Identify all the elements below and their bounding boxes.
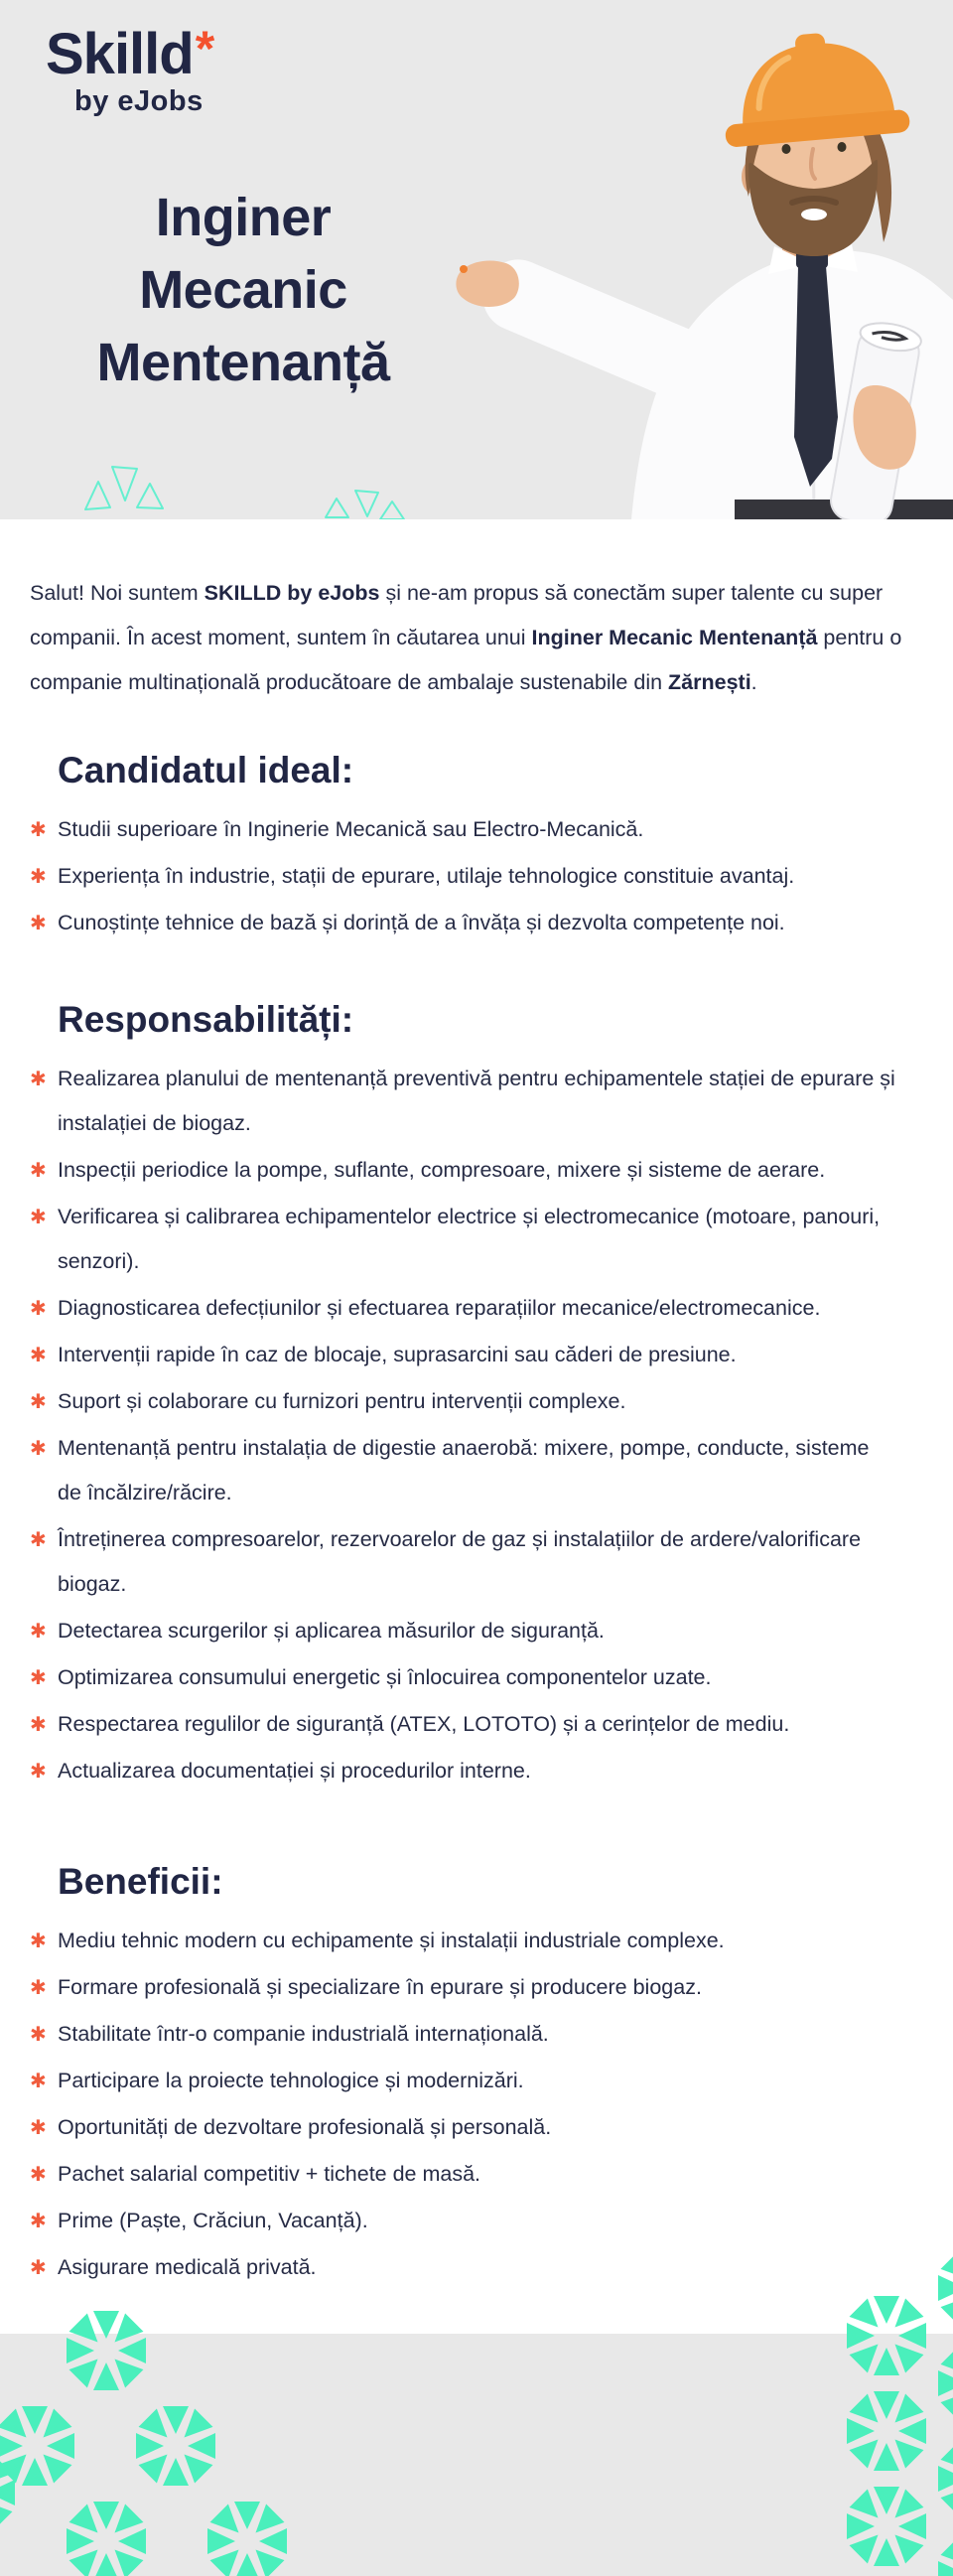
list-item-text: Stabilitate într-o companie industrială internațională. (58, 2022, 549, 2046)
list-item-text: Inspecții periodice la pompe, suflante, compresoare, mixere și sisteme de aerare. (58, 1158, 826, 1182)
list-item-text: Respectarea regulilor de siguranță (ATEX, LOTOTO) și a cerințelor de mediu. (58, 1712, 790, 1736)
list-item-text: Actualizarea documentației și procedurilor interne. (58, 1759, 531, 1783)
list-item (0, 1609, 953, 1653)
asterisk-bullet-icon: ✱ (30, 2117, 47, 2139)
list-item (0, 2199, 953, 2243)
asterisk-bullet-icon: ✱ (30, 1438, 47, 1460)
job-title-line-2: Mecanic (139, 260, 347, 320)
logo-brand-text: Skilld (46, 22, 194, 86)
asterisk-bullet-icon: ✱ (30, 1621, 47, 1643)
list-item (0, 854, 953, 899)
list-item-text: Prime (Paște, Crăciun, Vacanță). (58, 2209, 368, 2232)
list-item (0, 1655, 953, 1700)
intro-bold-text: Inginer Mecanic Mentenanță (531, 626, 818, 649)
list-item (0, 1148, 953, 1193)
job-title-line-1: Inginer (155, 188, 332, 247)
bullet-list (0, 807, 953, 945)
list-item-text: Mentenanță pentru instalația de digestie anaerobă: mixere, pompe, conducte, sisteme de încălzire/răcire. (58, 1436, 870, 1504)
mint-triangle-pattern-right (754, 2240, 953, 2576)
list-item (0, 1919, 953, 1963)
asterisk-bullet-icon: ✱ (30, 866, 47, 888)
triangle-outline-decoration (77, 452, 415, 519)
asterisk-bullet-icon: ✱ (30, 1931, 47, 1952)
intro-paragraph (30, 571, 909, 705)
asterisk-bullet-icon: ✱ (30, 2257, 47, 2279)
bullet-list (0, 1919, 953, 2290)
skilld-logo (46, 21, 214, 118)
list-item (0, 2012, 953, 2057)
list-item-text: Mediu tehnic modern cu echipamente și instalații industriale complexe. (58, 1929, 725, 1952)
list-item (0, 1379, 953, 1424)
asterisk-bullet-icon: ✱ (30, 1714, 47, 1736)
asterisk-bullet-icon: ✱ (30, 1160, 47, 1182)
asterisk-bullet-icon: ✱ (30, 1298, 47, 1320)
list-item (0, 1057, 953, 1146)
list-item-text: Detectarea scurgerilor și aplicarea măsurilor de siguranță. (58, 1619, 605, 1643)
section-heading: Responsabilități: (58, 999, 354, 1040)
asterisk-bullet-icon: ✱ (30, 1391, 47, 1413)
list-item-text: Diagnosticarea defecțiunilor și efectuarea reparațiilor mecanice/electromecanice. (58, 1296, 821, 1320)
footer-decoration-band (0, 2334, 953, 2576)
intro-text: și ne-am propus să conectăm super talente cu super companii. În acest moment, suntem în căutarea unui (30, 581, 884, 649)
sections-container (0, 750, 953, 2290)
asterisk-bullet-icon: ✱ (30, 819, 47, 841)
list-item (0, 1195, 953, 1284)
list-item (0, 1702, 953, 1747)
list-item-text: Oportunități de dezvoltare profesională și personală. (58, 2115, 552, 2139)
list-item (0, 1426, 953, 1515)
list-item-text: Realizarea planului de mentenanță preventivă pentru echipamentele stației de epurare și instalației de biogaz. (58, 1067, 895, 1135)
asterisk-bullet-icon: ✱ (30, 913, 47, 934)
intro-text: Salut! Noi suntem (30, 581, 204, 605)
list-item-text: Formare profesională și specializare în epurare și producere biogaz. (58, 1975, 702, 1999)
section-heading: Candidatul ideal: (58, 750, 354, 790)
asterisk-bullet-icon: ✱ (30, 1207, 47, 1228)
list-item-text: Intervenții rapide în caz de blocaje, suprasarcini sau căderi de presiune. (58, 1343, 737, 1366)
list-item-text: Asigurare medicală privată. (58, 2255, 317, 2279)
hero-section (0, 0, 953, 519)
asterisk-bullet-icon: ✱ (30, 2071, 47, 2092)
asterisk-bullet-icon: ✱ (30, 1529, 47, 1551)
asterisk-bullet-icon: ✱ (30, 1069, 47, 1090)
list-item (0, 2105, 953, 2150)
section-heading: Beneficii: (58, 1861, 223, 1902)
list-item (0, 807, 953, 852)
intro-bold-text: SKILLD by eJobs (204, 581, 380, 605)
asterisk-bullet-icon: ✱ (30, 1761, 47, 1783)
list-item (0, 1749, 953, 1793)
mint-triangle-pattern-left (0, 2301, 313, 2576)
asterisk-bullet-icon: ✱ (30, 2024, 47, 2046)
job-title (35, 182, 452, 399)
list-item-text: Cunoștințe tehnice de bază și dorință de a învăța și dezvolta competențe noi. (58, 911, 785, 934)
intro-text: . (750, 670, 757, 694)
list-item (0, 1517, 953, 1607)
engineer-photo (437, 0, 953, 519)
list-item (0, 2059, 953, 2103)
list-item (0, 2152, 953, 2197)
list-item-text: Suport și colaborare cu furnizori pentru intervenții complexe. (58, 1389, 626, 1413)
asterisk-bullet-icon: ✱ (30, 1345, 47, 1366)
content-section (0, 1861, 953, 2290)
content-section (0, 999, 953, 1793)
asterisk-bullet-icon: ✱ (30, 2164, 47, 2186)
content-area (0, 519, 953, 2290)
list-item-text: Optimizarea consumului energetic și înlocuirea componentelor uzate. (58, 1665, 712, 1689)
list-item-text: Experiența în industrie, stații de epurare, utilaje tehnologice constituie avantaj. (58, 864, 795, 888)
job-title-line-3: Mentenanță (96, 333, 390, 392)
logo-byline: by eJobs (74, 85, 204, 117)
intro-bold-text: Zărnești (668, 670, 751, 694)
list-item (0, 1286, 953, 1331)
list-item-text: Participare la proiecte tehnologice și modernizări. (58, 2069, 524, 2092)
list-item-text: Verificarea și calibrarea echipamentelor electrice și electromecanice (motoare, panouri, senzori). (58, 1205, 881, 1273)
list-item-text: Pachet salarial competitiv + tichete de masă. (58, 2162, 481, 2186)
asterisk-bullet-icon: ✱ (30, 1977, 47, 1999)
list-item (0, 1333, 953, 1377)
intro-text: pentru o companie multinațională producătoare de ambalaje sustenabile din (30, 626, 902, 694)
bullet-list (0, 1057, 953, 1793)
asterisk-bullet-icon: ✱ (30, 2211, 47, 2232)
asterisk-bullet-icon: ✱ (30, 1667, 47, 1689)
list-item-text: Întreținerea compresoarelor, rezervoarelor de gaz și instalațiilor de ardere/valorificare biogaz. (58, 1527, 862, 1596)
list-item (0, 901, 953, 945)
list-item (0, 1965, 953, 2010)
content-section (0, 750, 953, 945)
list-item-text: Studii superioare în Inginerie Mecanică sau Electro-Mecanică. (58, 817, 644, 841)
logo-asterisk-icon: * (195, 21, 214, 76)
